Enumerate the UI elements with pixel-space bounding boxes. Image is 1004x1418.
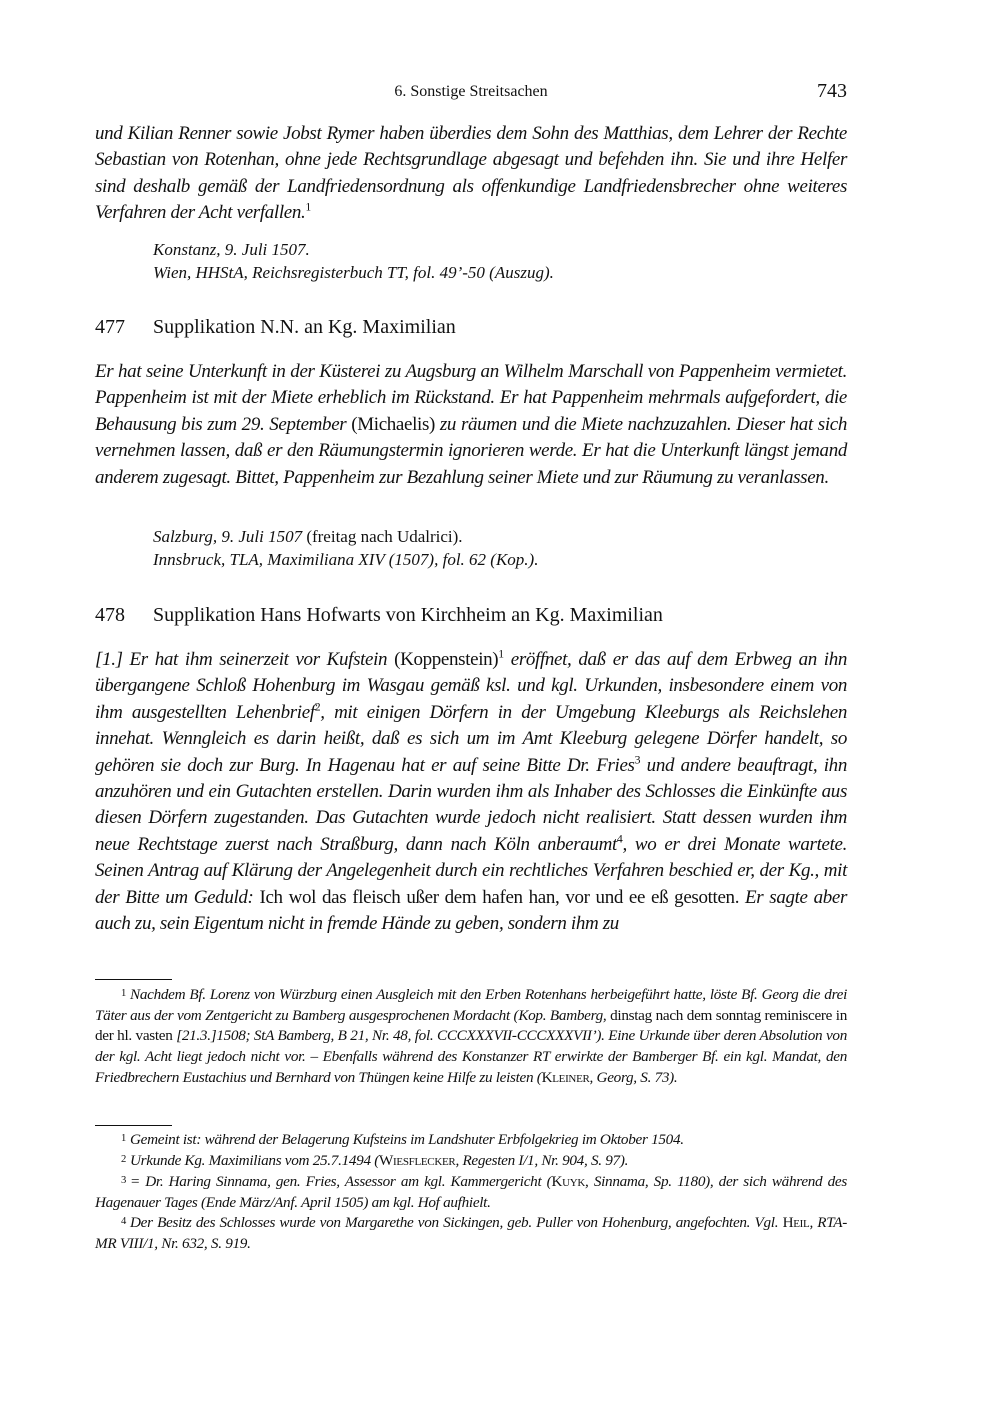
- entry-heading-477: [95, 316, 456, 339]
- running-head: [95, 80, 847, 106]
- footnote-mark: 2: [121, 1154, 127, 1165]
- body-quote: (Michaelis): [351, 413, 435, 435]
- continuation-paragraph: [95, 121, 847, 227]
- footnote-text: = Dr. Haring Sinnama, gen. Fries, Assessor am kgl. Kammergericht (: [130, 1173, 552, 1191]
- entry-number: 477: [95, 316, 125, 338]
- footnote-quote: dinstag nach dem sonntag reminiscere in der hl. vasten: [95, 1006, 847, 1045]
- body-quote: (Koppenstein): [394, 649, 499, 670]
- footnote-2: [95, 1150, 847, 1172]
- footnote-text: , Sinnama, Sp. 1180), der sich während des Hagenauer Tages (Ende März/Anf. April 1505) am kgl. Hof aufhielt.: [95, 1173, 847, 1211]
- source-archive: Innsbruck, TLA, Maximiliana XIV (1507), fol. 62 (Kop.).: [153, 550, 539, 569]
- footnote-mark: 3: [121, 1175, 127, 1186]
- footnote-prev-1: [95, 984, 847, 1088]
- entry-body-478: [95, 647, 847, 937]
- footnote-rule: [95, 1125, 172, 1126]
- footnote-ref[interactable]: 4: [616, 832, 623, 846]
- source-archive: Wien, HHStA, Reichsregisterbuch TT, fol. 49’-50 (Auszug).: [153, 263, 554, 282]
- footnote-text: , Georg, S. 73).: [589, 1068, 678, 1086]
- footnote-rule: [95, 979, 172, 980]
- footnote-ref[interactable]: 2: [314, 700, 321, 714]
- source-date: [153, 525, 538, 548]
- source-date-text: Salzburg, 9. Juli 1507: [153, 527, 303, 546]
- footnote-text: , RTA-MR VIII/1, Nr. 632, S. 919.: [95, 1214, 847, 1252]
- source-date-quote: (freitag nach Udalrici).: [306, 527, 463, 546]
- footnote-text: Gemeint ist: während der Belagerung Kufsteins im Landshuter Erbfolgekrieg im Oktober 1504.: [130, 1131, 684, 1149]
- footnote-text: Nachdem Bf. Lorenz von Würzburg einen Ausgleich mit den Erben Rotenhans herbeigeführt hatte, löste Bf. Georg die drei Täter aus der vom Zentgericht zu Bamberg ausgesprochenen Mordacht (Kop. Bamberg,: [95, 986, 847, 1024]
- footnote-text: Der Besitz des Schlosses wurde von Margarethe von Sickingen, geb. Puller von Hohenburg, angefochten.: [130, 1214, 751, 1232]
- footnote-4: [95, 1212, 847, 1254]
- footnote-ref[interactable]: 1: [305, 200, 311, 214]
- entry-body-477: [95, 359, 847, 491]
- footnote-1: [95, 1129, 847, 1151]
- entry-heading-478: [95, 604, 663, 627]
- body-text: Er hat seine Unterkunft in der Küsterei zu Augsburg an Wilhelm Marschall von Pappenheim vermietet. Pappenheim ist mit der Miete erheblich im Rückstand. Er hat Pappenheim mehrmals aufgefordert, die Behausung bis zum 29. September: [95, 361, 847, 435]
- footnote-text: Urkunde Kg. Maximilians vom 25.7.1494 (: [130, 1152, 380, 1170]
- body-text: , wo er drei Monate wartete. Seinen Antrag auf Klärung der Angelegenheit durch ein rechtliches Verfahren beschied er, der Kg., mit der Bitte um Geduld:: [95, 833, 848, 908]
- footnote-text: , Regesten I/1, Nr. 904, S. 97).: [455, 1152, 629, 1170]
- body-text: zu räumen und die Miete nachzuzahlen. Dieser hat sich vernehmen lassen, daß er den Räumungstermin ignorieren werde. Er hat die Unterkunft längst jemand anderem zugesagt. Bittet, Pappenheim zur Bezahlung seiner Miete und zur Räumung zu veranlassen.: [95, 413, 847, 488]
- footnote-author: Kleiner: [541, 1068, 590, 1086]
- footnote-3: [95, 1171, 847, 1213]
- body-text: Er sagte aber auch zu, sein Eigentum nicht in fremde Hände zu geben, sondern ihm zu: [95, 886, 847, 935]
- footnote-author: Kuyk: [551, 1173, 586, 1191]
- footnote-author: Heil: [782, 1214, 810, 1232]
- entry-number: 478: [95, 604, 125, 626]
- footnote-ref[interactable]: 1: [498, 647, 504, 661]
- source-date: Konstanz, 9. Juli 1507.: [153, 240, 310, 259]
- body-quote: Ich wol das fleisch ußer dem hafen han, vor und ee eß gesotten.: [259, 886, 740, 908]
- running-title: 6. Sonstige Streitsachen: [394, 83, 548, 100]
- footnote-mark: 4: [121, 1216, 127, 1227]
- body-text: eröffnet, daß er das auf dem Erbweg an ihn übergangene Schloß Hohenburg im Wasgau gemäß ksl. und kgl. Urkunden, insbesondere einem von ihm ausgestellten Lehenbrief: [95, 649, 848, 723]
- footnote-text: [21.3.]1508; StA Bamberg, B 21, Nr. 48, fol. CCCXXXVII-CCCXXXVII’). Eine Urkunde über deren Absolution von der kgl. Acht liegt jedoch nicht vor. – Ebenfalls während des Konstanzer RT erwirkte der Bamberger Bf. ein kgl. Mandat, den Friedbrechern Eustachius und Bernhard von Thüngen keine Hilfe zu leisten (: [95, 1027, 848, 1086]
- entry-title: Supplikation N.N. an Kg. Maximilian: [153, 316, 456, 338]
- footnote-text: Vgl.: [754, 1214, 779, 1232]
- entry-title: Supplikation Hans Hofwarts von Kirchheim an Kg. Maximilian: [153, 604, 663, 626]
- body-text: , mit einigen Dörfern in der Umgebung Kleeburgs als Reichslehen innehat. Wenngleich es darin heißt, daß es sich um im Amt Kleeburg gelegene Dörfer handelt, so gehören sie doch zur Burg. In Hagenau hat er auf seine Bitte Dr. Fries: [95, 701, 847, 776]
- body-text: und andere beauftragt, ihn anzuhören und ein Gutachten erstellen. Darin wurden ihm als Inhaber des Schlosses die Einkünfte aus diesen Dörfern zugestanden. Das Gutachten wurde jedoch nicht realisiert. Statt dessen wurden ihm neue Rechtstage zuerst nach Straßburg, dann nach Köln anberaumt: [95, 754, 847, 855]
- continuation-text: und Kilian Renner sowie Jobst Rymer haben überdies dem Sohn des Matthias, dem Lehrer der Rechte Sebastian von Rotenhan, ohne jede Rechtsgrundlage abgesagt und befehden ihn. Sie und ihre Helfer sind deshalb gemäß der Landfriedensordnung als offenkundige Landfriedensbrecher ohne weiteres Verfahren der Acht verfallen.: [95, 123, 847, 224]
- page-number: 743: [817, 80, 847, 102]
- source-block-476: [153, 238, 554, 284]
- body-text: [1.] Er hat ihm seinerzeit vor Kufstein: [95, 649, 388, 670]
- footnote-mark: 1: [121, 988, 127, 999]
- source-block-477: [153, 525, 538, 571]
- footnote-ref[interactable]: 3: [634, 753, 641, 767]
- footnote-mark: 1: [121, 1133, 127, 1144]
- footnote-author: Wiesflecker: [379, 1152, 456, 1170]
